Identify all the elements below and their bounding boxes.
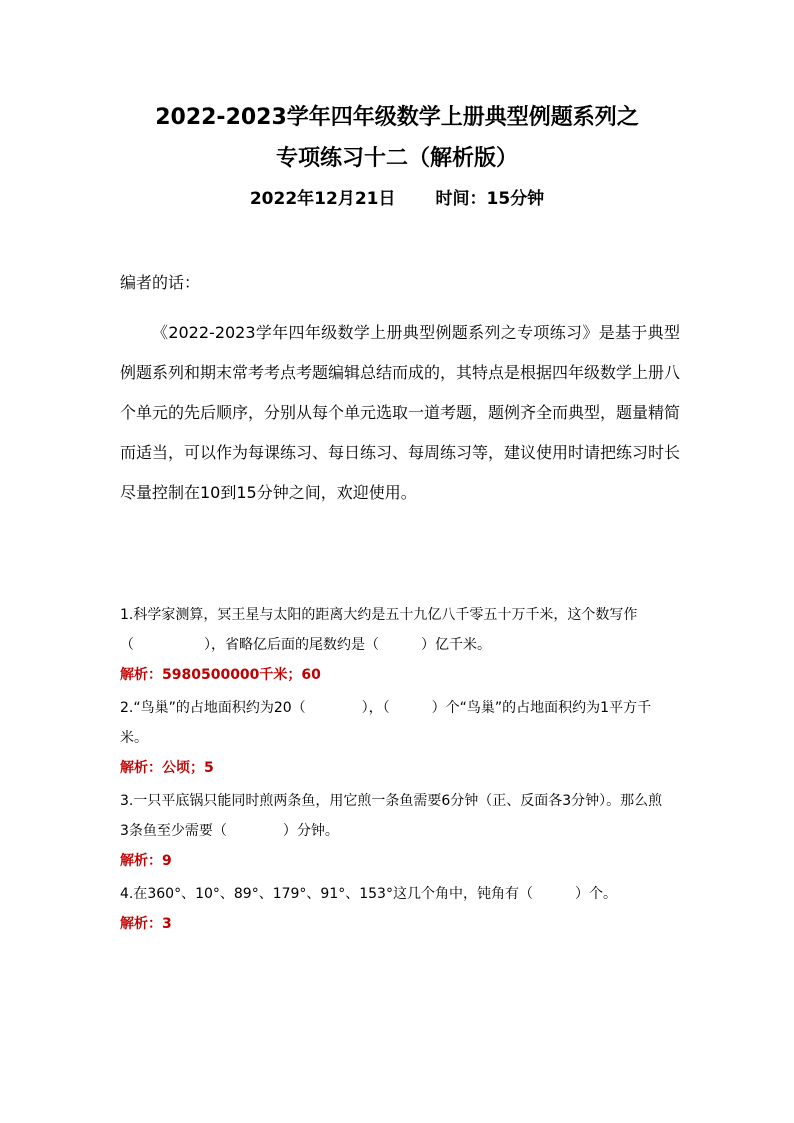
question-1: 1.科学家测算，冥王星与太阳的距离大约是五十九亿八千零五十万千米，这个数写作（ ），省略亿后面的尾数约是（ ）亿千米。 bbox=[120, 607, 638, 653]
document-date: 2022年12月21日 bbox=[249, 189, 396, 209]
date-time-line bbox=[0, 187, 794, 211]
intro-label: 编者的话： bbox=[120, 273, 201, 292]
question-2: 2.“鸟巢”的占地面积约为20（ ），（ ）个“鸟巢”的占地面积约为1平方千米。 bbox=[120, 700, 652, 746]
question-list bbox=[120, 600, 670, 942]
intro-paragraph bbox=[120, 313, 680, 513]
answer-3: 解析：9 bbox=[120, 853, 172, 869]
document-time: 时间：15分钟 bbox=[435, 189, 545, 209]
intro-text: 《2022-2023学年四年级数学上册典型例题系列之专项练习》是基于典型例题系列和期末常考考点考题编辑总结而成的，其特点是根据四年级数学上册八个单元的先后顺序，分别从每个单元选取一道考题，题例齐全而典型，题量精简而适当，可以作为每课练习、每日练习、每周练习等，建议使用时请把练习时长尽量控制在10到15分钟之间，欢迎使用。 bbox=[120, 323, 681, 502]
answer-1: 解析：5980500000千米；60 bbox=[120, 667, 321, 683]
document-title-line2: 专项练习十二（解析版） bbox=[275, 146, 518, 171]
answer-2: 解析：公顷；5 bbox=[120, 760, 214, 776]
question-4: 4.在360°、10°、89°、179°、91°、153°这几个角中，钝角有（ ）个。 bbox=[120, 886, 617, 902]
question-3: 3.一只平底锅只能同时煎两条鱼，用它煎一条鱼需要6分钟（正、反面各3分钟）。那么煎3条鱼至少需要（ ）分钟。 bbox=[120, 793, 663, 839]
document-title-line1: 2022-2023学年四年级数学上册典型例题系列之 bbox=[155, 105, 639, 130]
answer-4: 解析：3 bbox=[120, 916, 172, 932]
